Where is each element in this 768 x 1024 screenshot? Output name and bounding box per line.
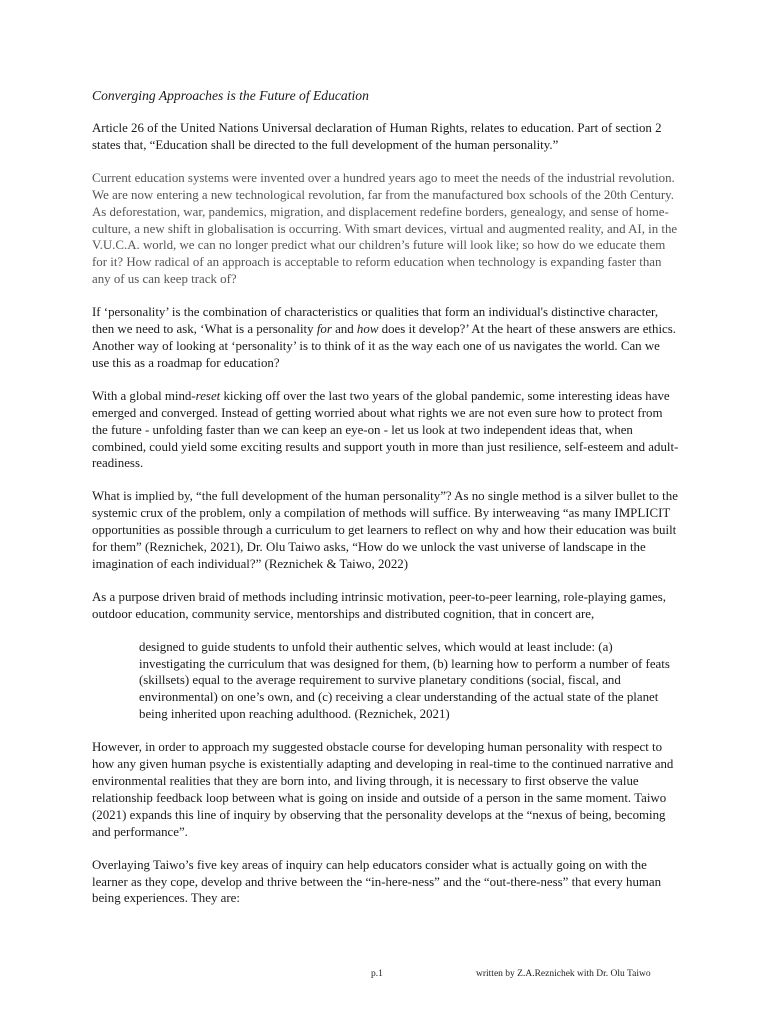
paragraph-obstacle-course: However, in order to approach my suggested obstacle course for developing human personality with respect to how any given human psyche is existentially adapting and developing in real-time to the continued narrative and environmental realities that they are born into, and living through, it is necessary to first observe the value relationship feedback loop between what is going on inside and outside of a person in the same moment. Taiwo (2021) expands this line of inquiry by observing that the personality develops at the “nexus of being, becoming and performance”. [92,740,674,839]
emphasis-reset: reset [195,388,221,403]
paragraph-personality: If ‘personality’ is the combination of characteristics or qualities that form an individual's distinctive character, then we need to ask, ‘What is a personality for and how does it develop?’ At the heart of these answers are ethics. Another way of looking at ‘personality’ is to think of it as the way each one of us navigates the world. Can we use this as a roadmap for education? [92,305,676,370]
paragraph-braid-of-methods: As a purpose driven braid of methods including intrinsic motivation, peer-to-peer learning, role-playing games, outdoor education, community service, mentorships and distributed cognition, that in concert are, [92,589,666,621]
emphasis-how: how [356,322,379,337]
author-credit: written by Z.A.Reznichek with Dr. Olu Taiwo [476,969,651,979]
document-title: Converging Approaches is the Future of Education [92,88,369,103]
page-number: p.1 [371,969,383,979]
paragraph-article-26: Article 26 of the United Nations Universal declaration of Human Rights, relates to education. Part of section 2 states that, “Education shall be directed to the full development of the human personality.” [92,121,662,152]
paragraph-global-reset: With a global mind-reset kicking off over the last two years of the global pandemic, some interesting ideas have emerged and converged. Instead of getting worried about what rights we are not even sure how to protect from the future - unfolding faster than we can keep an eye-on - let us look at two independent ideas that, when combined, could yield some exciting results and support youth in more than just resilience, self-esteem and adult-readiness. [92,388,679,471]
emphasis-for: for [316,322,332,337]
paragraph-five-areas: Overlaying Taiwo’s five key areas of inquiry can help educators consider what is actually going on with the learner as they cope, develop and thrive between the “in-here-ness” and the “out-there-ness” that every human being experiences. They are: [92,857,662,906]
paragraph-full-development: What is implied by, “the full development of the human personality”? As no single method is a silver bullet to the systemic crux of the problem, only a compilation of methods will suffice. By interweaving “as many IMPLICIT opportunities as possible through a curriculum to get learners to reflect on why and how their education was built for them” (Reznichek, 2021), Dr. Olu Taiwo asks, “How do we unlock the vast universe of landscape in the imagination of each individual?” (Reznichek & Taiwo, 2022) [92,489,678,571]
block-quote: designed to guide students to unfold their authentic selves, which would at least include: (a) investigating the curriculum that was designed for them, (b) learning how to perform a number of feats (skillsets) equal to the average requirement to survive planetary conditions (social, fiscal, and environmental) on one’s own, and (c) receiving a clear understanding of the actual state of the planet being inherited upon reaching adulthood. (Reznichek, 2021) [139,639,670,722]
paragraph-current-systems: Current education systems were invented over a hundred years ago to meet the needs of the industrial revolution. We are now entering a new technological revolution, far from the manufactured box schools of the 20th Century. As deforestation, war, pandemics, migration, and displacement redefine borders, genealogy, and sense of home-culture, a new shift in globalisation is occurring. With smart devices, virtual and augmented reality, and AI, in the V.U.C.A. world, we can no longer predict what our children’s future will look like; so how do we educate them for it? How radical of an approach is acceptable to reform education when technology is expanding faster than any of us can keep track of? [92,170,678,287]
document-body [92,88,680,923]
